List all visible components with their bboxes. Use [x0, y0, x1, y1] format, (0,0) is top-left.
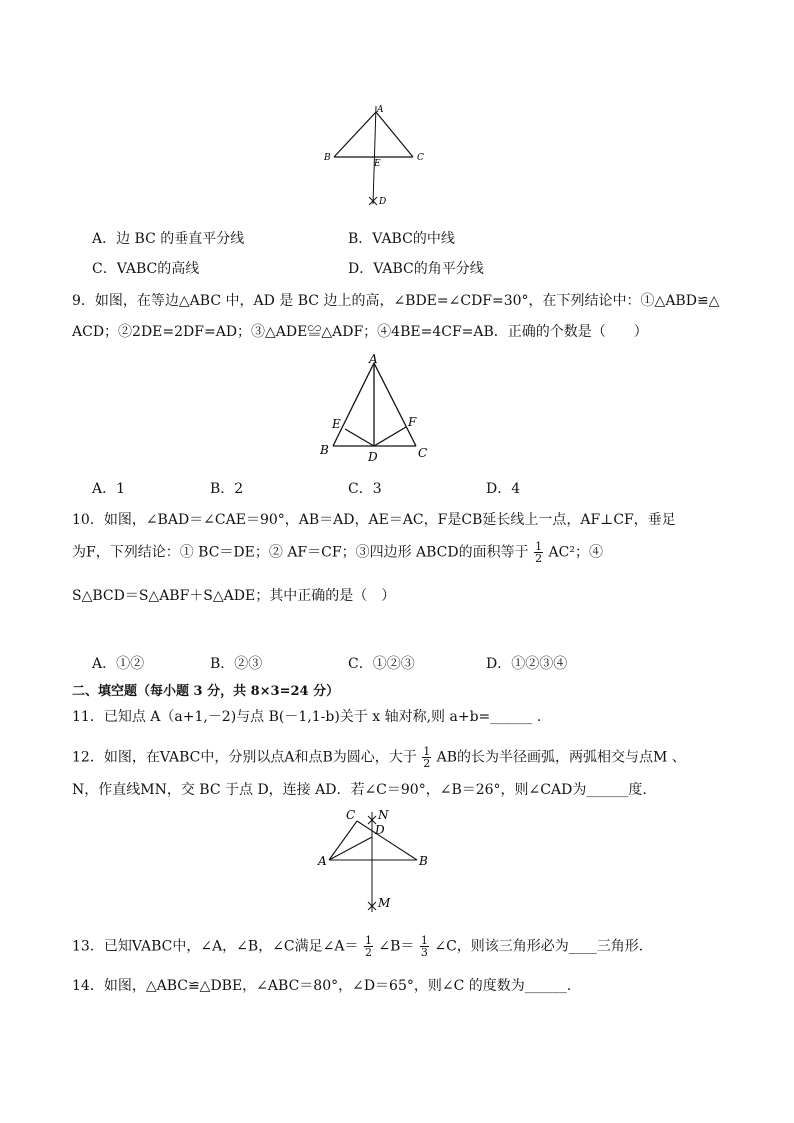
q9-line-1: 9．如图，在等边△ABC 中，AD 是 BC 边上的高，∠BDE=∠CDF=30°，在下列结论中：①△ABD≌△	[72, 293, 720, 309]
q10-line-2	[72, 541, 603, 564]
fraction-denominator: 2	[535, 552, 543, 565]
q12-line-1-text-a: 12．如图，在VABC中，分别以点A和点B为圆心，大于	[72, 749, 417, 766]
label-C: C	[417, 153, 424, 163]
fraction-numerator: 1	[535, 540, 543, 553]
q8-option-b: B．VABC的中线	[348, 231, 455, 247]
q10-option-d: D．①②③④	[486, 656, 568, 672]
label-F: F	[408, 415, 417, 429]
q13-text-c: ∠C，则该三角形必为____三角形．	[434, 938, 653, 955]
q10-line-1: 10．如图，∠BAD＝∠CAE＝90°，AB＝AD，AE＝AC，F是CB延长线上一点，AF⊥CF，垂足	[72, 512, 676, 528]
label-M: M	[378, 896, 391, 910]
q11-text: 11．已知点 A（a+1,－2)与点 B(－1,1-b)关于 x 轴对称,则 a+b=______ .	[72, 709, 542, 725]
fraction-one-half	[422, 746, 431, 769]
label-C: C	[346, 808, 356, 822]
q13-text-a: 13．已知VABC中，∠A，∠B，∠C满足∠A＝	[72, 938, 359, 955]
q8-option-a: A．边 BC 的垂直平分线	[92, 231, 245, 247]
label-D: D	[368, 450, 378, 462]
label-N: N	[378, 808, 389, 822]
q10-option-a: A．①②	[92, 656, 145, 672]
fraction-denominator: 3	[420, 946, 428, 959]
fraction-one-third	[420, 935, 429, 958]
q14-text: 14．如图，△ABC≌△DBE，∠ABC＝80°，∠D＝65°，则∠C 的度数为______.	[72, 978, 572, 994]
q12-line-1-text-b: AB的长为半径画弧，两弧相交与点M 、	[436, 749, 686, 766]
fraction-numerator: 1	[423, 745, 431, 758]
q9-option-a: A．1	[92, 481, 126, 497]
q12-line-2: N，作直线MN，交 BC 于点 D，连接 AD．若∠C＝90°，∠B＝26°，则∠CAD为______度.	[72, 782, 647, 798]
q10-option-c: C．①②③	[348, 656, 415, 672]
fraction-denominator: 2	[423, 757, 431, 770]
label-E: E	[332, 417, 341, 431]
q13-text	[72, 935, 653, 958]
q10-line-3: S△BCD＝S△ABF＋S△ADE；其中正确的是（ ）	[72, 588, 396, 604]
q10-line-2-text-b: AC²；④	[548, 544, 603, 561]
label-D: D	[379, 197, 387, 207]
fraction-denominator: 2	[364, 946, 372, 959]
label-C: C	[418, 446, 428, 460]
section-heading: 二、填空题（每小题 3 分，共 8×3=24 分）	[72, 684, 340, 699]
q9-option-c: C．3	[348, 481, 382, 497]
q8-option-c: C．VABC的高线	[92, 261, 200, 277]
label-E: E	[374, 159, 381, 169]
fraction-numerator: 1	[364, 934, 372, 947]
label-A: A	[377, 105, 384, 115]
q9-option-d: D．4	[486, 481, 521, 497]
q9-line-2: ACD；②2DE=2DF=AD；③△ADE≌△ADF；④4BE=4CF=AB．正确的个数是（ ）	[72, 324, 648, 340]
figure-1-triangle-bisector	[316, 100, 426, 212]
label-B: B	[419, 854, 428, 868]
q10-option-b: B．②③	[210, 656, 263, 672]
label-A: A	[369, 352, 378, 366]
label-B: B	[324, 153, 331, 163]
q8-option-d: D．VABC的角平分线	[348, 261, 484, 277]
figure-3-perpendicular-bisector	[314, 806, 434, 918]
fraction-numerator: 1	[420, 934, 428, 947]
q10-line-2-text-a: 为F，下列结论：① BC＝DE；② AF＝CF；③四边形 ABCD的面积等于	[72, 544, 529, 561]
q13-text-b: ∠B＝	[378, 938, 415, 955]
fraction-one-half	[364, 935, 373, 958]
q12-line-1	[72, 746, 686, 769]
label-A: A	[318, 854, 327, 868]
label-D: D	[375, 823, 385, 837]
figure-2-equilateral-triangle	[316, 350, 432, 462]
fraction-one-half	[534, 541, 543, 564]
label-B: B	[320, 443, 329, 457]
q9-option-b: B．2	[210, 481, 244, 497]
